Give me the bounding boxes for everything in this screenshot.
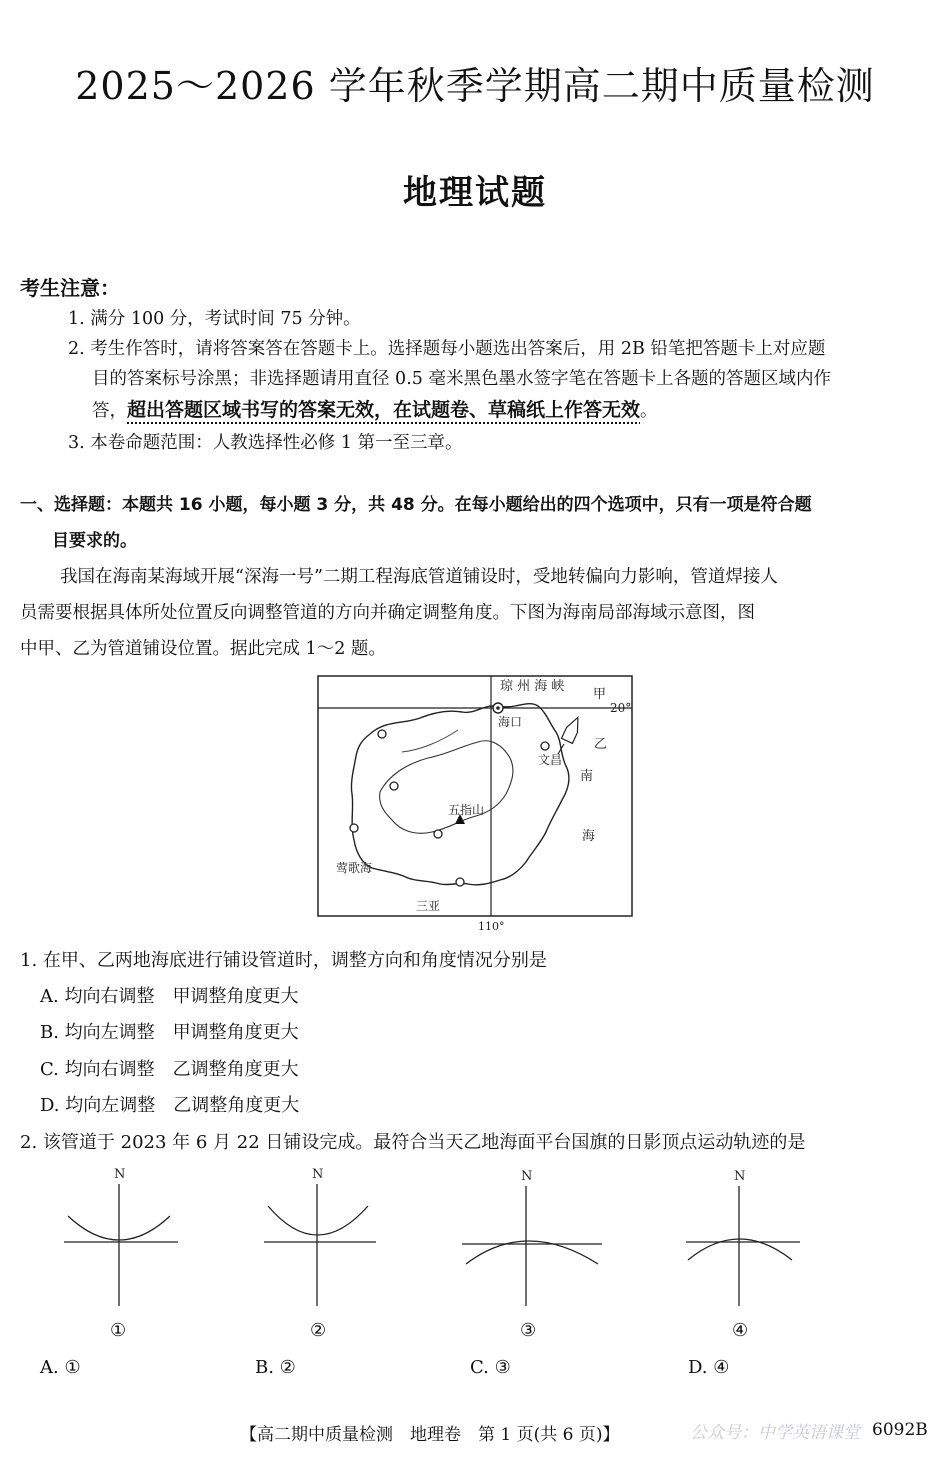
shadow-diagram-1	[60, 1160, 185, 1310]
q1-option-c[interactable]: C. 均向右调整 乙调整角度更大	[40, 1059, 299, 1080]
exam-title: 2025～2026 学年秋季学期高二期中质量检测	[75, 64, 875, 108]
hainan-map	[310, 672, 640, 934]
wenchang-city	[541, 742, 549, 750]
notice-item-3: 3. 本卷命题范围：人教选择性必修 1 第一至三章。	[68, 433, 463, 453]
jia-label: 甲	[593, 687, 607, 702]
q2-stem: 2. 该管道于 2023 年 6 月 22 日铺设完成。最符合当天乙地海面平台国旗的日影顶点运动轨迹的是	[20, 1132, 806, 1153]
q1-stem: 1. 在甲、乙两地海底进行铺设管道时，调整方向和角度情况分别是	[20, 950, 547, 971]
notice-item-1: 1. 满分 100 分，考试时间 75 分钟。	[68, 309, 361, 329]
fig-label-3: ③	[520, 1320, 537, 1341]
wuzhishan-label: 五指山	[448, 803, 485, 817]
wenchang-label: 文昌	[538, 753, 563, 767]
notice-emphasis: 超出答题区域书写的答案无效，在试题卷、草稿纸上作答无效	[127, 399, 641, 421]
q1-option-d[interactable]: D. 均向左调整 乙调整角度更大	[40, 1095, 300, 1116]
q1-option-a[interactable]: A. 均向右调整 甲调整角度更大	[40, 986, 299, 1007]
yinggehai-label: 莺歌海	[336, 861, 373, 875]
notice-item-2-line-2: 目的答案标号涂黑；非选择题请用直径 0.5 毫米黑色墨水签字笔在答题卡上各题的答题区域内作	[92, 369, 831, 389]
shadow-curve-2	[268, 1206, 368, 1235]
city-marker-nw	[378, 730, 386, 738]
fig-label-1: ①	[110, 1320, 127, 1341]
nan-label: 南	[580, 769, 594, 784]
notice-item-2-line-1: 2. 考生作答时，请将答案答在答题卡上。选择题每小题选出答案后，用 2B 铅笔把答题卡上对应题	[68, 339, 826, 359]
shadow-diagram-4	[682, 1160, 807, 1310]
shadow-diagram-2	[260, 1160, 385, 1310]
notice-heading: 考生注意：	[20, 276, 120, 300]
q2-option-a[interactable]: A. ①	[40, 1357, 81, 1378]
q2-option-b[interactable]: B. ②	[255, 1357, 296, 1378]
city-marker-w	[390, 782, 398, 790]
footer-code: 6092B	[872, 1420, 928, 1440]
yi-label: 乙	[594, 737, 608, 752]
watermark: 公众号：中学英语课堂	[690, 1423, 860, 1443]
hai-label: 海	[582, 829, 596, 844]
north-label-2: N	[312, 1167, 324, 1182]
north-label-1: N	[114, 1167, 126, 1182]
q2-option-c[interactable]: C. ③	[470, 1357, 511, 1378]
q2-option-d[interactable]: D. ④	[688, 1357, 730, 1378]
q1-option-b[interactable]: B. 均向左调整 甲调整角度更大	[40, 1022, 299, 1043]
city-marker-center	[434, 830, 442, 838]
shadow-diagram-3	[458, 1160, 608, 1310]
notice-item-2-suffix: 。	[640, 401, 658, 421]
longitude-label: 110°	[478, 920, 505, 933]
city-marker-sw	[350, 824, 358, 832]
intro-line-1: 我国在海南某海域开展“深海一号”二期工程海底管道铺设时，受地转偏向力影响，管道焊接人	[60, 567, 778, 587]
rocket-icon	[558, 715, 583, 754]
intro-line-2: 员需要根据具体所处位置反向调整管道的方向并确定调整角度。下图为海南局部海域示意图，图	[20, 603, 755, 623]
north-label-4: N	[734, 1169, 746, 1184]
intro-line-3: 中甲、乙为管道铺设位置。据此完成 1～2 题。	[20, 639, 386, 659]
section-heading-line-2: 目要求的。	[52, 531, 137, 551]
subject-title: 地理试题	[403, 173, 547, 213]
contour-line	[380, 741, 513, 833]
north-label-3: N	[521, 1169, 533, 1184]
fig-label-2: ②	[310, 1320, 327, 1341]
notice-item-2-prefix: 答，	[92, 401, 127, 421]
map-frame	[318, 676, 632, 916]
fig-label-4: ④	[732, 1320, 749, 1341]
strait-label: 琼 州 海 峡	[500, 679, 565, 694]
sanya-label: 三亚	[416, 899, 441, 913]
sanya-city	[456, 878, 464, 886]
section-heading-line-1: 一、选择题：本题共 16 小题，每小题 3 分，共 48 分。在每小题给出的四个选项中，只有一项是符合题	[20, 495, 812, 515]
river-line	[402, 730, 458, 752]
footer-label: 【高二期中质量检测 地理卷 第 1 页(共 6 页)】	[240, 1425, 620, 1445]
haikou-label: 海口	[498, 715, 523, 729]
latitude-label: 20°	[610, 701, 632, 715]
notice-item-2-line-3	[92, 397, 658, 424]
